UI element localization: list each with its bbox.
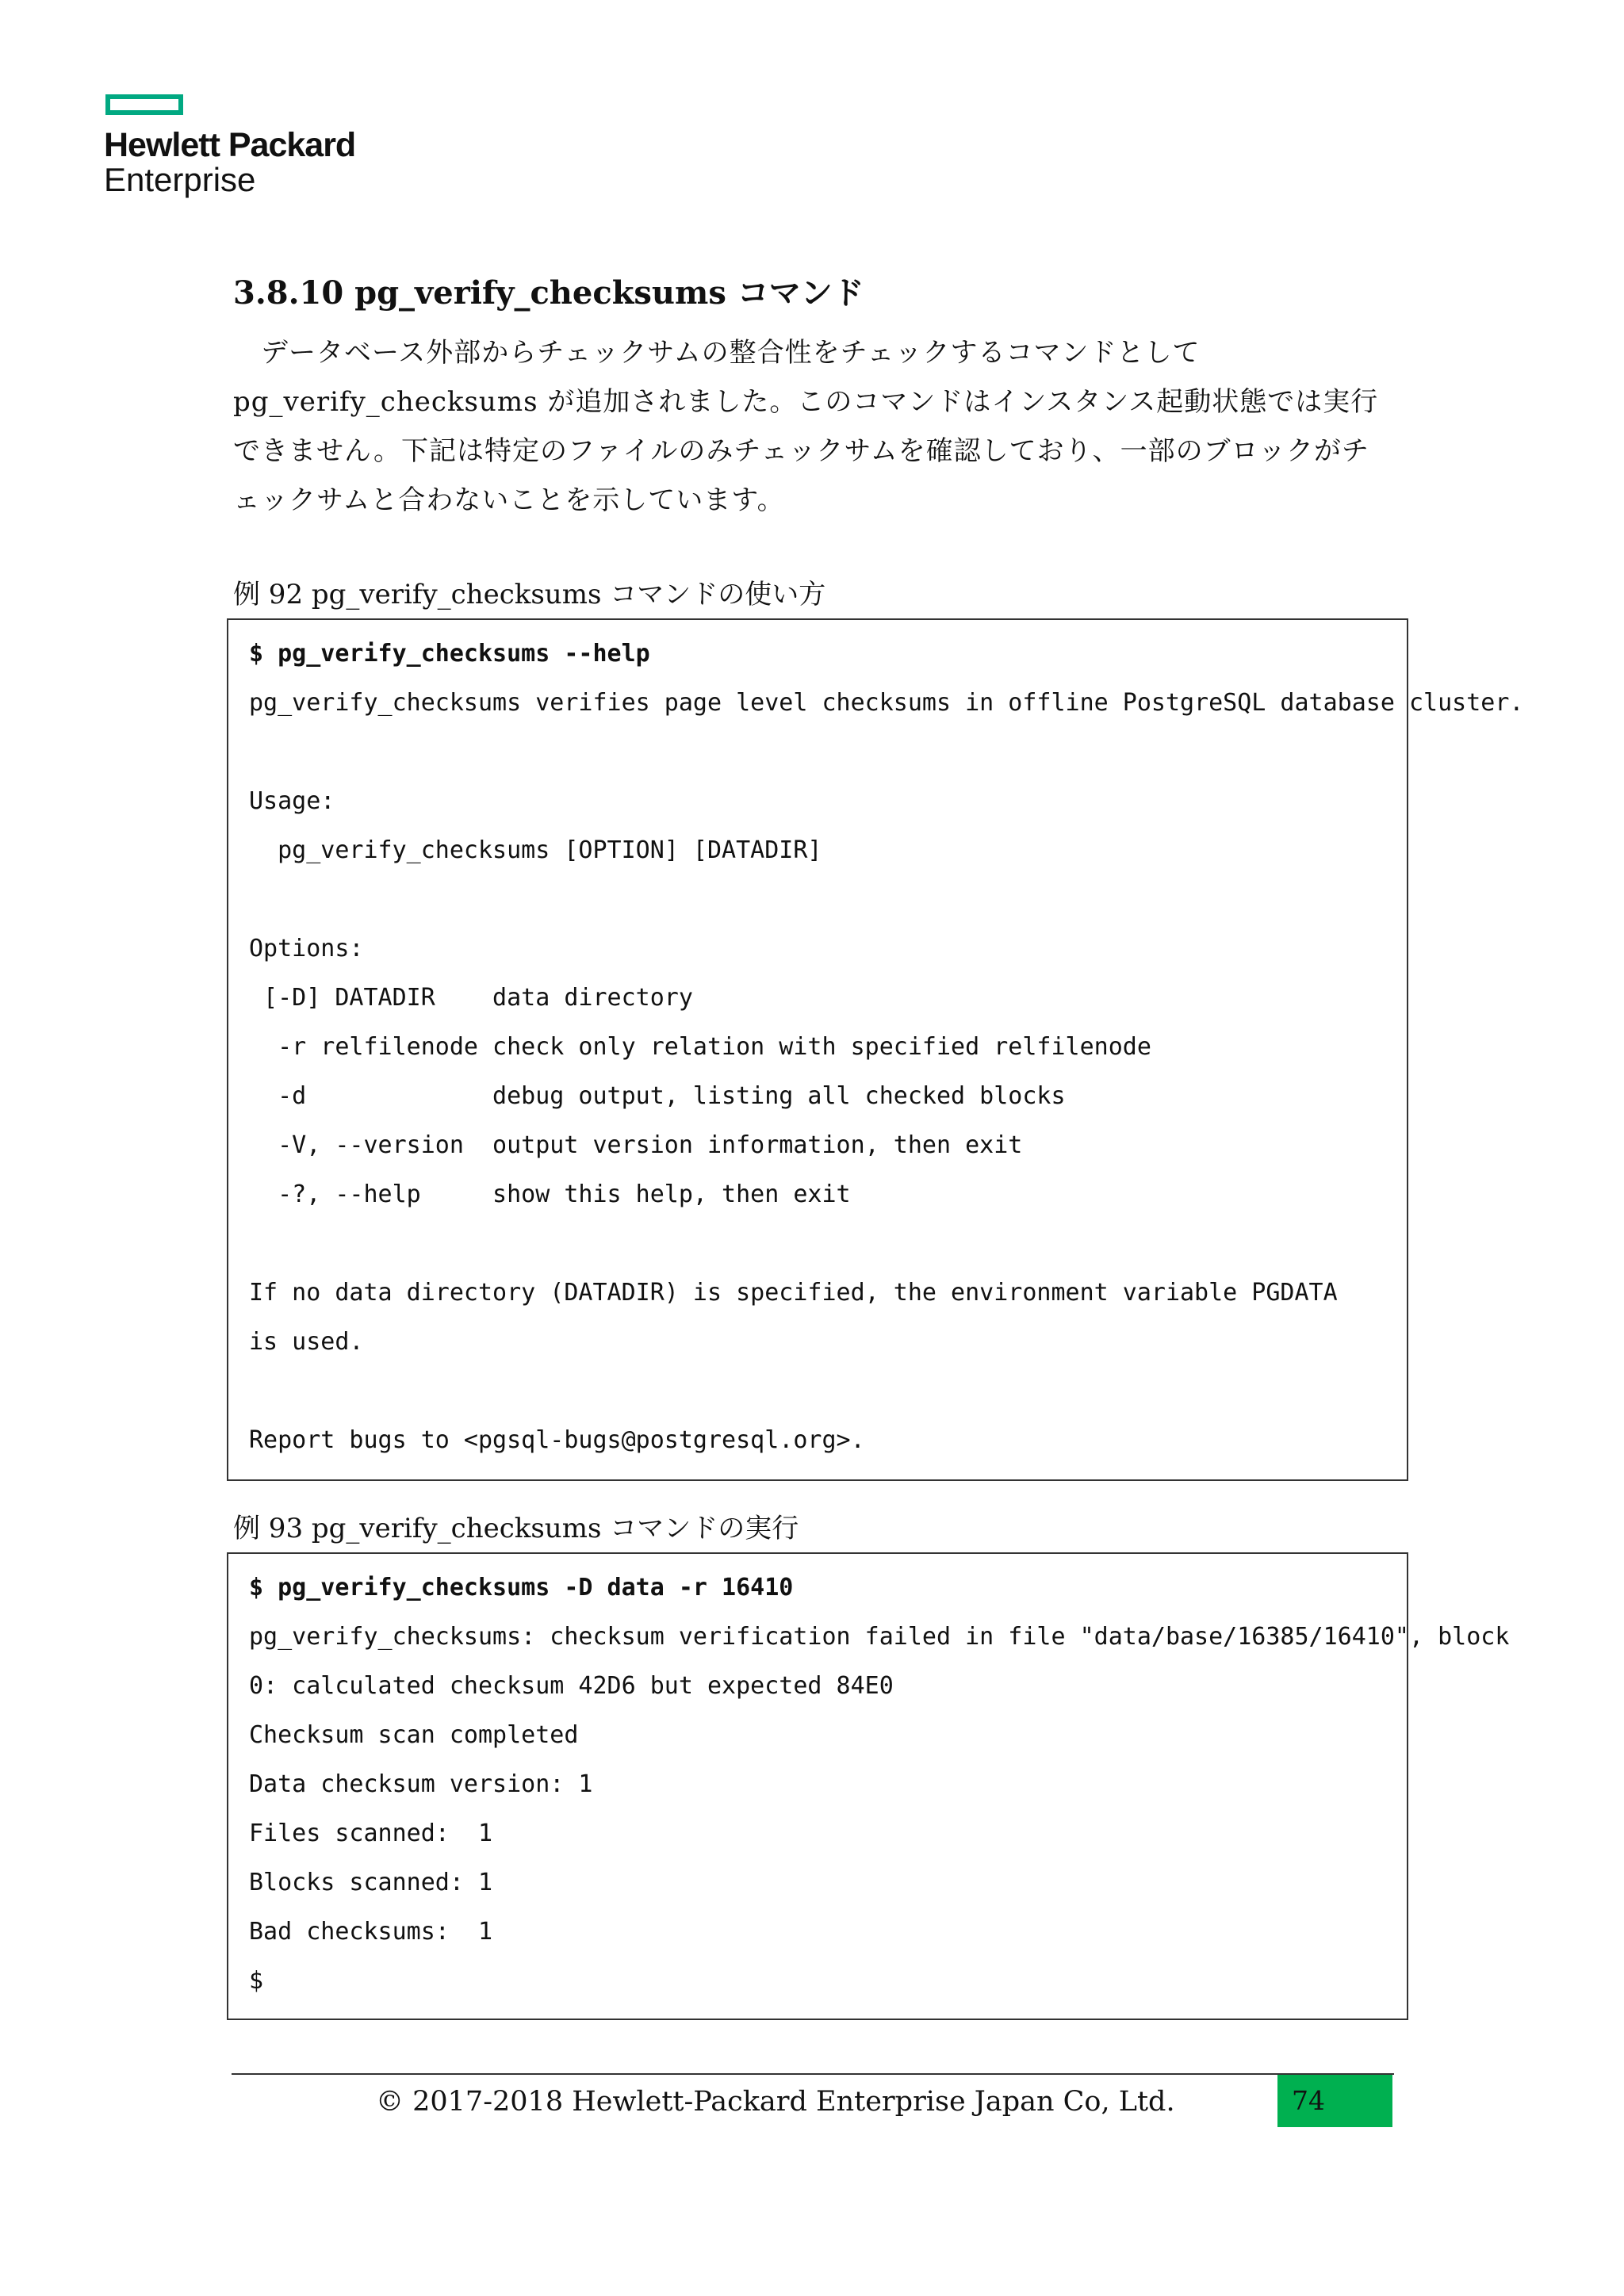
code-line: Options: xyxy=(249,935,364,962)
code-line: If no data directory (DATADIR) is specified, the environment variable PGDATA xyxy=(249,1279,1338,1307)
logo-text-hewlett-packard: Hewlett Packard xyxy=(104,126,356,164)
example-92-code-block xyxy=(227,618,1524,1481)
code-line: $ pg_verify_checksums --help xyxy=(249,640,650,668)
code-line: -?, --help show this help, then exit xyxy=(249,1181,851,1208)
code-line: -V, --version output version information, then exit xyxy=(249,1131,1023,1159)
example-92-caption: 例 92 pg_verify_checksums コマンドの使い方 xyxy=(233,579,826,610)
code-line: -d debug output, listing all checked blocks xyxy=(249,1082,1066,1110)
code-line: Bad checksums: 1 xyxy=(249,1918,493,1946)
code-line: Usage: xyxy=(249,787,335,815)
code-line: pg_verify_checksums: checksum verification failed in file "data/base/16385/16410", block xyxy=(249,1623,1510,1651)
code-line: -r relfilenode check only relation with specified relfilenode xyxy=(249,1033,1151,1061)
code-line: $ pg_verify_checksums -D data -r 16410 xyxy=(249,1574,794,1601)
footer-copyright: © 2017-2018 Hewlett-Packard Enterprise Japan Co, Ltd. xyxy=(376,2086,1175,2118)
paragraph-line: ェックサムと合わないことを示しています。 xyxy=(233,484,785,516)
logo-text-enterprise: Enterprise xyxy=(104,161,256,198)
paragraph-line: できません。下記は特定のファイルのみチェックサムを確認しており、一部のブロックがチ xyxy=(233,435,1369,467)
paragraph-line: pg_verify_checksums が追加されました。このコマンドはインスタンス起動状態では実行 xyxy=(233,386,1379,418)
example-93-code-block xyxy=(227,1552,1510,2020)
section-paragraph xyxy=(233,328,1392,525)
code-line: Checksum scan completed xyxy=(249,1721,579,1749)
code-line: Report bugs to <pgsql-bugs@postgresql.org>. xyxy=(249,1426,865,1454)
code-line: Files scanned: 1 xyxy=(249,1820,493,1847)
code-line: 0: calculated checksum 42D6 but expected 84E0 xyxy=(249,1672,894,1700)
code-line: is used. xyxy=(249,1328,364,1356)
code-line: pg_verify_checksums verifies page level checksums in offline PostgreSQL database cluster. xyxy=(249,689,1524,717)
code-line: pg_verify_checksums [OPTION] [DATADIR] xyxy=(249,836,822,864)
paragraph-line: データベース外部からチェックサムの整合性をチェックするコマンドとして xyxy=(233,337,1201,369)
code-line: Blocks scanned: 1 xyxy=(249,1869,493,1896)
example-93-caption: 例 93 pg_verify_checksums コマンドの実行 xyxy=(233,1513,799,1544)
section-title: 3.8.10 pg_verify_checksums コマンド xyxy=(233,274,864,312)
code-line: $ xyxy=(249,1967,264,1995)
code-line: Data checksum version: 1 xyxy=(249,1770,593,1798)
hpe-logo-mark xyxy=(105,94,183,115)
code-line: [-D] DATADIR data directory xyxy=(249,984,693,1012)
page-number: 74 xyxy=(1277,2075,1392,2127)
footer-divider xyxy=(232,2073,1394,2075)
